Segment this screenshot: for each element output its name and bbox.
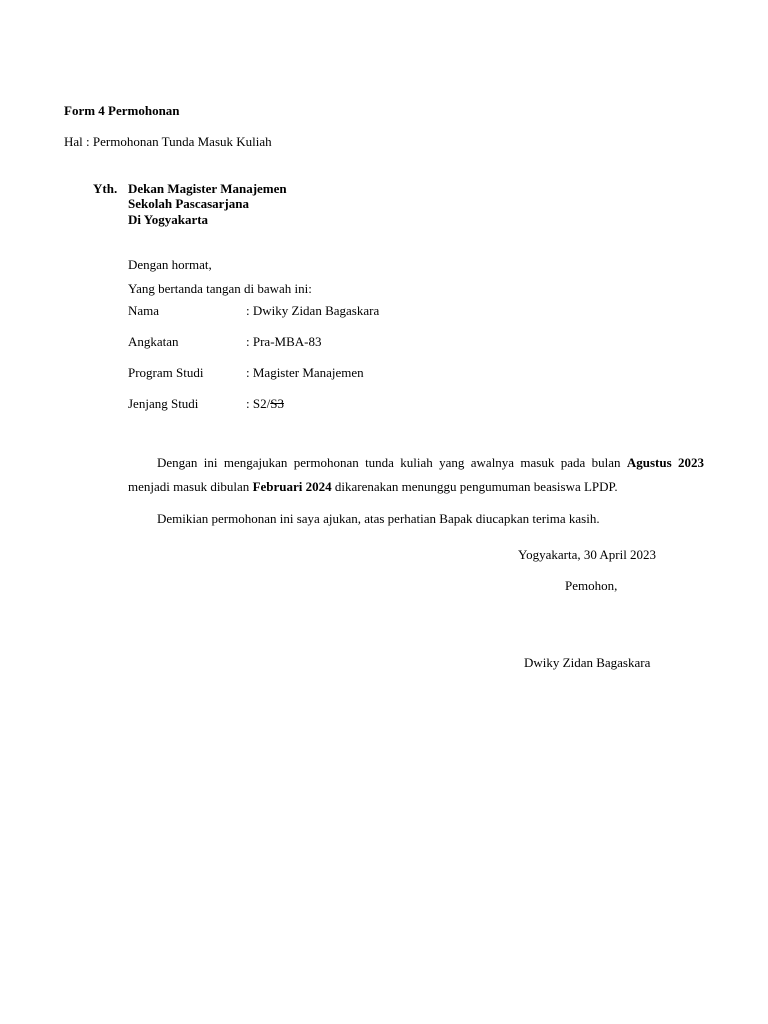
body-p1-text-c: menjadi masuk dibulan	[128, 479, 253, 494]
body-p1-text-e: dikarenakan menunggu pengumuman beasiswa LPDP.	[331, 479, 618, 494]
recipient-line-1: Dekan Magister Manajemen	[128, 181, 287, 196]
field-label-jenjang-studi: Jenjang Studi	[128, 396, 199, 411]
body-paragraph-2: Demikian permohonan ini saya ajukan, atas perhatian Bapak diucapkan terima kasih.	[157, 511, 600, 526]
field-value-jenjang-studi	[246, 396, 284, 412]
body-p1-text-a: Dengan ini mengajukan permohonan tunda kuliah yang awalnya masuk pada bulan	[157, 455, 627, 470]
applicant-label: Pemohon,	[565, 578, 618, 593]
field-value-nama: : Dwiky Zidan Bagaskara	[246, 303, 380, 318]
body-p1-month-from: Agustus 2023	[626, 455, 704, 470]
jenjang-struck-option: S3	[270, 396, 284, 411]
intro-line: Yang bertanda tangan di bawah ini:	[128, 281, 312, 296]
place-date: Yogyakarta, 30 April 2023	[518, 547, 657, 562]
field-label-angkatan: Angkatan	[128, 334, 179, 349]
field-label-program-studi: Program Studi	[128, 365, 204, 380]
letter-subject: Hal : Permohonan Tunda Masuk Kuliah	[64, 134, 272, 149]
greeting: Dengan hormat,	[128, 257, 212, 272]
form-title: Form 4 Permohonan	[64, 103, 180, 118]
jenjang-selected: : S2/	[246, 396, 271, 411]
recipient-line-3: Di Yogyakarta	[128, 212, 209, 227]
body-p1-month-to: Februari 2024	[252, 479, 332, 494]
body-paragraph-1	[128, 451, 704, 499]
field-label-nama: Nama	[128, 303, 160, 318]
recipient-prefix: Yth.	[93, 181, 118, 196]
field-value-angkatan: : Pra-MBA-83	[246, 334, 322, 349]
field-value-program-studi: : Magister Manajemen	[246, 365, 364, 380]
signer-name: Dwiky Zidan Bagaskara	[524, 655, 651, 670]
recipient-line-2: Sekolah Pascasarjana	[128, 196, 249, 211]
